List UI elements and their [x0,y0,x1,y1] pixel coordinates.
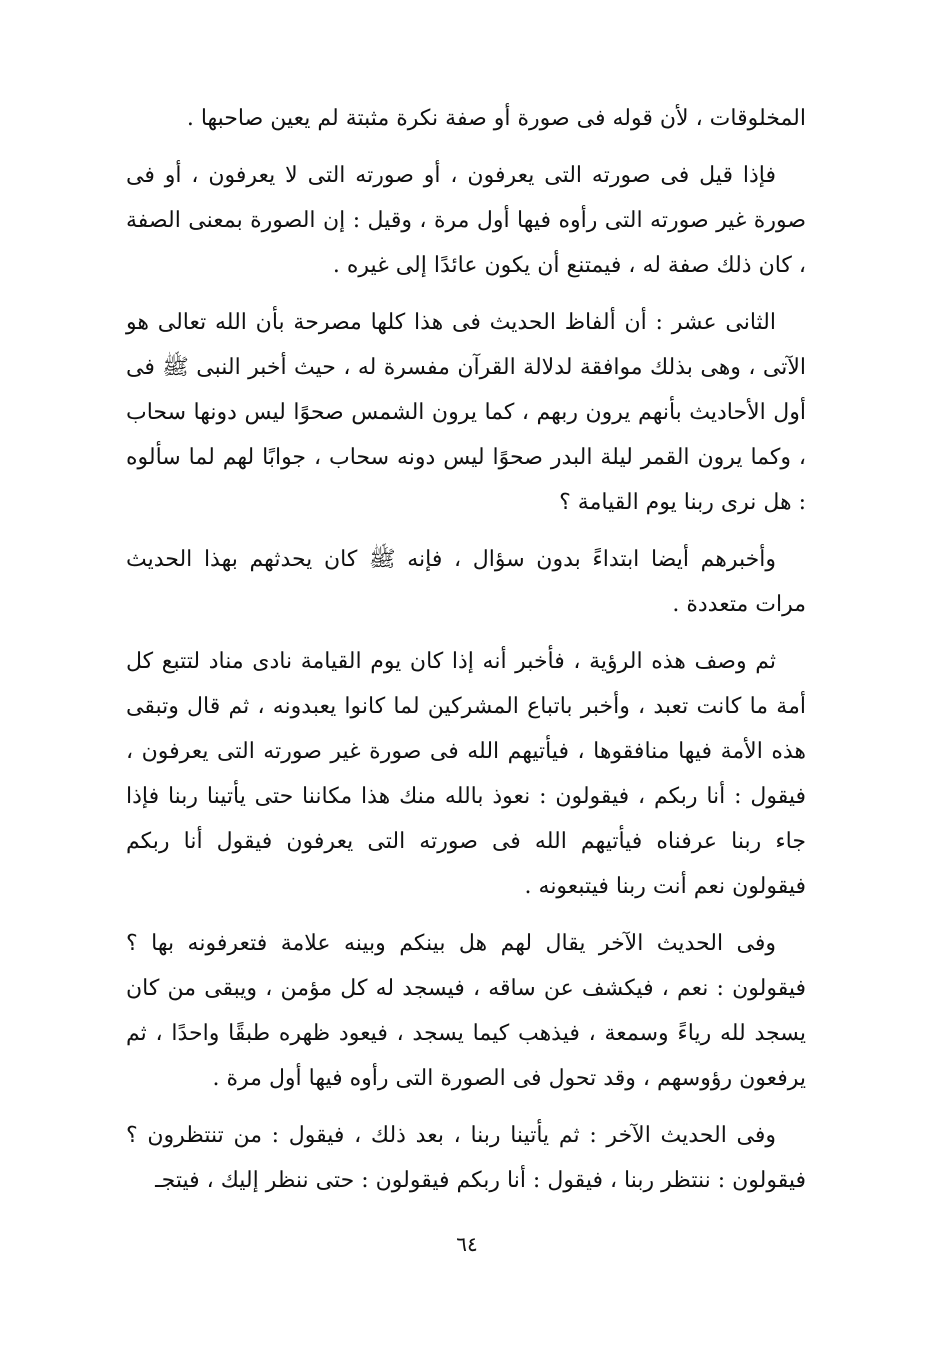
paragraph: المخلوقات ، لأن قوله فى صورة أو صفة نكرة مثبتة لم يعين صاحبها . [186,106,806,131]
paragraph: الثانى عشر : أن ألفاظ الحديث فى هذا كلها مصرحة بأن الله تعالى هو الآتى ، وهى بذلك موافقة لدلالة القرآن مفسرة له ، حيث أخبر النبى ﷺ فى أول الأحاديث بأنهم يرون ربهم ، كما يرون الشمس صحوًا ليس دونها سحاب ، وكما يرون القمر ليلة البدر صحوًا ليس دونه سحاب ، جوابًا لهم لما سألوه : هل نرى ربنا يوم القيامة ؟ [126,310,806,515]
paragraph: وفى الحديث الآخر : ثم يأتينا ربنا ، بعد ذلك ، فيقول : من تنتظرون ؟ فيقولون : ننتظر ربنا ، فيقول : أنا ربكم فيقولون : حتى ننظر إليك ، فيتجـ [126,1123,806,1193]
paragraph: وأخبرهم أيضا ابتداءً بدون سؤال ، فإنه ﷺ كان يحدثهم بهذا الحديث مرات متعددة . [126,547,806,617]
body-text [126,96,806,1215]
page-number: ٦٤ [456,1232,478,1256]
paragraph: وفى الحديث الآخر يقال لهم هل بينكم وبينه علامة فتعرفونه بها ؟ فيقولون : نعم ، فيكشف عن ساقه ، فيسجد له كل مؤمن ، ويبقى من كان يسجد لله رياءً وسمعة ، فيذهب كيما يسجد ، فيعود ظهره طبقًا واحدًا ، ثم يرفعون رؤوسهم ، وقد تحول فى الصورة التى رأوه فيها أول مرة . [126,931,806,1091]
paragraph: ثم وصف هذه الرؤية ، فأخبر أنه إذا كان يوم القيامة نادى مناد لتتبع كل أمة ما كانت تعبد ، وأخبر باتباع المشركين لما كانوا يعبدونه ، ثم قال وتبقى هذه الأمة فيها منافقوها ، فيأتيهم الله فى صورة غير صورته التى يعرفون ، فيقول : أنا ربكم ، فيقولون : نعوذ بالله منك هذا مكاننا حتى يأتينا ربنا فإذا جاء ربنا عرفناه فيأتيهم الله فى صورته التى يعرفون فيقول أنا ربكم فيقولون نعم أنت ربنا فيتبعونه . [126,649,806,899]
paragraph: فإذا قيل فى صورته التى يعرفون ، أو صورته التى لا يعرفون ، أو فى صورة غير صورته التى رأوه فيها أول مرة ، وقيل : إن الصورة بمعنى الصفة ، كان ذلك صفة له ، فيمتنع أن يكون عائدًا إلى غيره . [126,163,806,278]
